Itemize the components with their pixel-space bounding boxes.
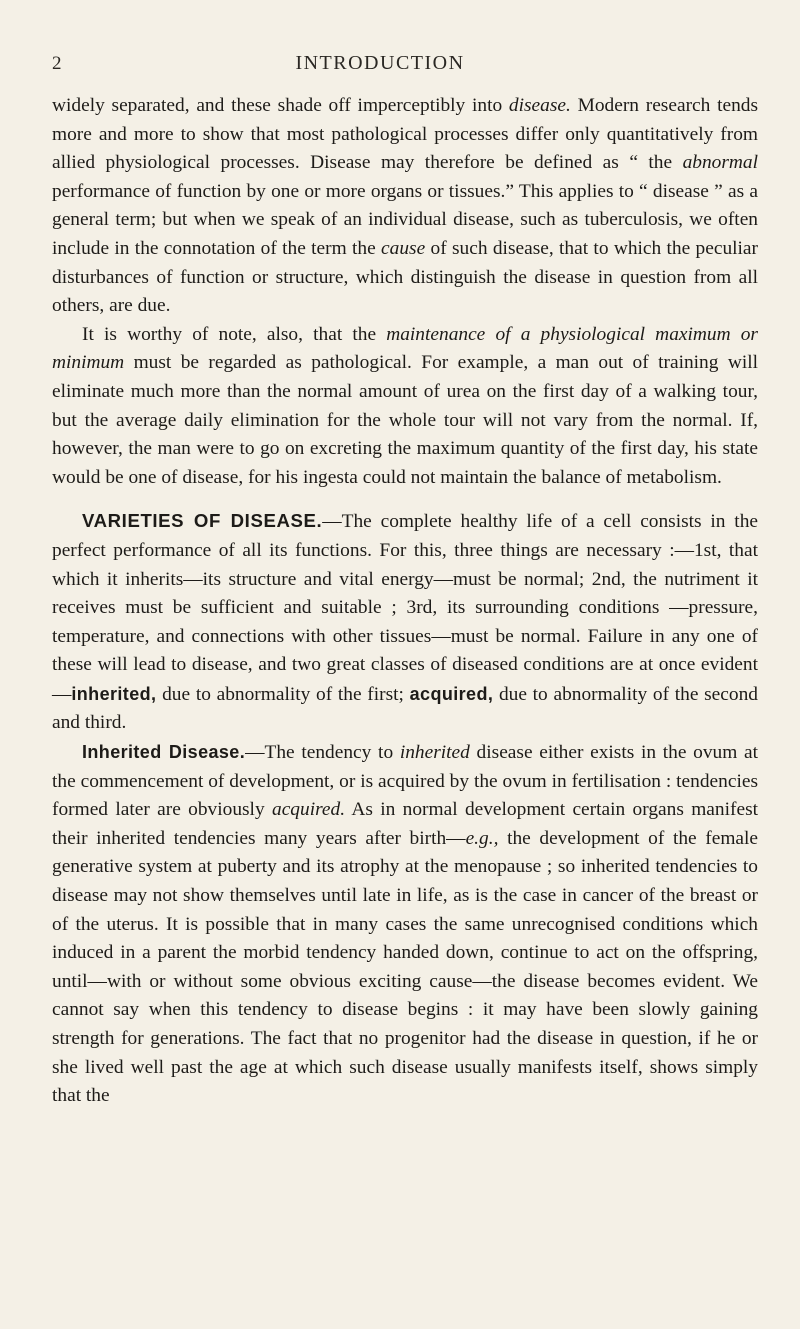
italic-term: maintenance of a physiological maximum or minimum <box>52 323 758 374</box>
text-run: As in normal development certain organs manifest their inherited tendencies many years after birth— <box>52 799 758 849</box>
text-run: performance of function by one or more organs or tissues.” This applies to “ disease ” as a general term; but when we speak of an individual disease, such as tuberculosis, we often include in the connotation of the term the <box>52 180 758 259</box>
italic-term: cause <box>381 237 426 259</box>
paragraph-inherited-disease <box>52 738 758 1111</box>
paragraph-disease-definition <box>52 92 758 321</box>
paragraph-varieties-of-disease <box>52 507 758 738</box>
paragraph-maintenance <box>52 321 758 493</box>
text-run: widely separated, and these shade off imperceptibly into <box>52 95 509 116</box>
bold-term: inherited, <box>71 683 157 704</box>
text-run: —The tendency to <box>245 742 400 764</box>
italic-term: e.g., <box>465 827 499 849</box>
text-run: of such disease, that to which the peculiar disturbances of function or structure, which distinguish the disease in question from all others, are due. <box>52 237 758 317</box>
bold-term: acquired, <box>409 683 494 704</box>
text-run: disease either exists in the ovum at the commencement of development, or is acquired by the ovum in fertilisation : tendencies formed later are obviously <box>52 742 759 821</box>
italic-term: acquired. <box>272 799 346 821</box>
text-run: Modern research tends more and more to show that most pathological processes differ only quantitatively from allied physiological processes. Disease may therefore be defined as “ the <box>52 95 759 174</box>
text-run: —The complete healthy life of a cell consists in the perfect performance of all its functions. For this, three things are necessary :—1st, that which it inherits—its structure and vital energy—must be normal; 2nd, the nutriment it receives must be sufficient and suitable ; 3rd, its surrounding conditions —pressure, temperature, and connections with other tissues—must be normal. Failure in any one of these will lead to disease, and two great classes of diseased conditions are at once evident— <box>52 511 758 705</box>
text-run: must be regarded as pathological. For example, a man out of training will eliminate much more than the normal amount of urea on the first day of a walking tour, but the average daily elimination for the whole tour will not vary from the normal. If, however, the man were to go on excreting the maximum quantity of the first day, his state would be one of disease, for his ingesta could not maintain the balance of metabolism. <box>52 352 758 488</box>
subsection-heading: Inherited Disease. <box>82 742 246 763</box>
page-header <box>52 52 758 92</box>
text-run: the development of the female generative system at puberty and its atrophy at the menopause ; so inherited tendencies to disease may not show themselves until late in life, as is the case in cancer of the breast or of the uterus. It is possible that in many cases the same unrecognised conditions which induced in a parent the morbid tendency handed down, continue to act on the offspring, until—with or without some obvious exciting cause—the disease becomes evident. We cannot say when this tendency to disease begins : it may have been slowly gaining strength for generations. The fact that no progenitor had the disease in question, if he or she lived well past the age at which such disease usually manifests itself, shows simply that the <box>52 827 759 1107</box>
italic-term: inherited <box>399 742 470 764</box>
italic-term: disease. <box>508 95 571 116</box>
italic-term: abnormal <box>682 152 758 174</box>
running-head: INTRODUCTION <box>295 52 465 74</box>
page-number: 2 <box>52 53 62 74</box>
body-text <box>52 92 758 1111</box>
section-heading: VARIETIES OF DISEASE. <box>82 510 323 532</box>
text-run: It is worthy of note, also, that the <box>82 323 387 345</box>
text-run: due to abnormality of the first; <box>156 683 410 705</box>
text-run: due to abnormality of the second and third. <box>52 683 758 734</box>
